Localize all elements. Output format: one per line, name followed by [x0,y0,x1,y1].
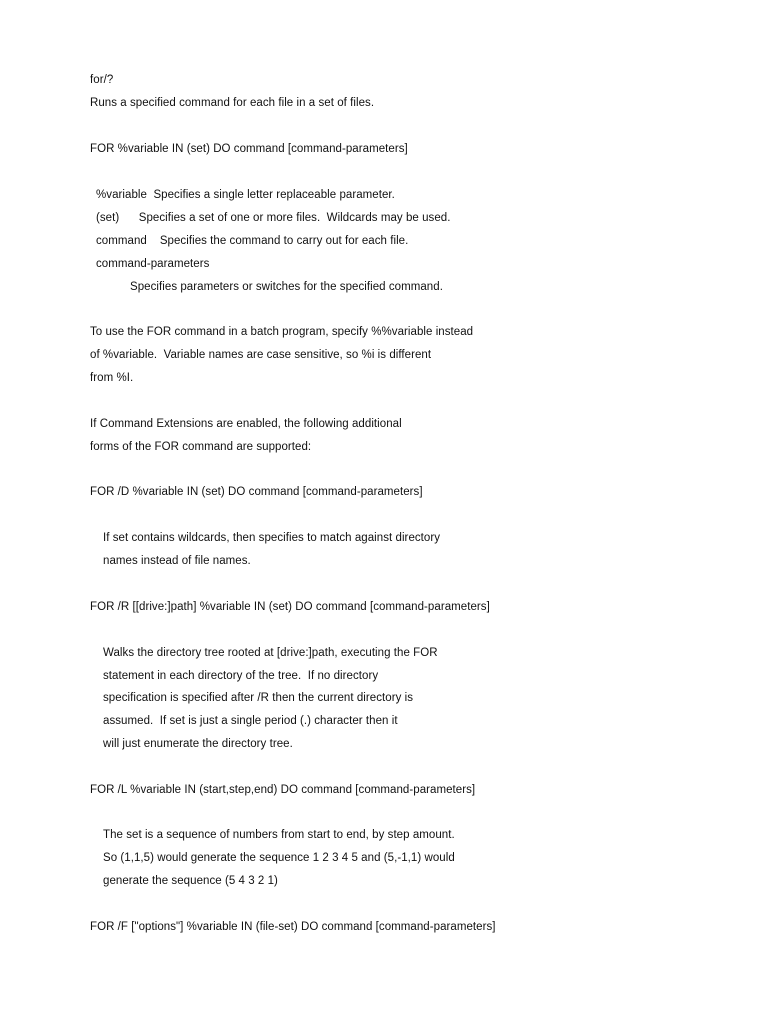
doc-line-8: Specifies parameters or switches for the specified command. [130,281,443,293]
doc-line-21: assumed. If set is just a single period (.) character then it [103,715,398,727]
doc-line-17: FOR /R [[drive:]path] %variable IN (set) DO command [command-parameters] [90,601,490,613]
doc-line-22: will just enumerate the directory tree. [103,738,293,750]
doc-line-14: FOR /D %variable IN (set) DO command [command-parameters] [90,486,423,498]
doc-line-13: forms of the FOR command are supported: [90,441,312,453]
doc-line-2: Runs a specified command for each file in a set of files. [90,97,375,109]
doc-line-10: of %variable. Variable names are case sensitive, so %i is different [90,349,432,361]
doc-line-20: specification is specified after /R then the current directory is [103,692,414,704]
doc-line-16: names instead of file names. [103,555,251,567]
doc-line-15: If set contains wildcards, then specifies to match against directory [103,532,441,544]
doc-line-24: The set is a sequence of numbers from start to end, by step amount. [103,829,455,841]
doc-line-7: command-parameters [96,258,210,270]
doc-line-1: for/? [90,74,114,86]
doc-line-27: FOR /F ["options"] %variable IN (file-set) DO command [command-parameters] [90,921,496,933]
doc-line-19: statement in each directory of the tree. If no directory [103,670,379,682]
doc-line-11: from %I. [90,372,134,384]
doc-line-4: %variable Specifies a single letter replaceable parameter. [96,189,395,201]
doc-line-9: To use the FOR command in a batch program, specify %%variable instead [90,326,474,338]
doc-line-25: So (1,1,5) would generate the sequence 1 2 3 4 5 and (5,-1,1) would [103,852,455,864]
doc-line-6: command Specifies the command to carry out for each file. [96,235,409,247]
doc-line-26: generate the sequence (5 4 3 2 1) [103,875,278,887]
doc-line-12: If Command Extensions are enabled, the following additional [90,418,402,430]
doc-line-3: FOR %variable IN (set) DO command [command-parameters] [90,143,408,155]
doc-line-23: FOR /L %variable IN (start,step,end) DO command [command-parameters] [90,784,476,796]
doc-line-5: (set) Specifies a set of one or more files. Wildcards may be used. [96,212,451,224]
doc-line-18: Walks the directory tree rooted at [drive:]path, executing the FOR [103,647,438,659]
